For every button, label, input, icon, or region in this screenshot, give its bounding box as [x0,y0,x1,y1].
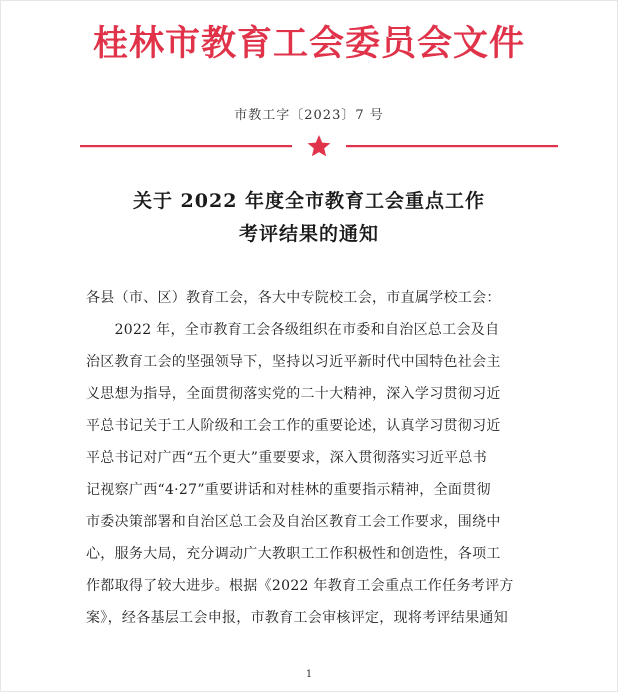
body-text-line: 案》，经各基层工会申报，市教育工会审核评定，现将考评结果通知 [86,610,508,626]
red-divider [80,135,558,157]
body-text-line: 平总书记关于工人阶级和工会工作的重要论述，认真学习贯彻习近 [86,418,501,434]
body-text-line: 平总书记对广西“五个更大”重要要求，深入贯彻落实习近平总书 [86,450,488,466]
body-text-line: 市委决策部署和自治区总工会及自治区教育工会工作要求，围绕中 [86,514,501,530]
body-text-line: 心，服务大局，充分调动广大教职工工作积极性和创造性，各项工 [86,546,501,562]
divider-line-left [80,145,292,147]
body-text-line: 义思想为指导，全面贯彻落实党的二十大精神，深入学习贯彻习近 [86,386,501,402]
page-number: 1 [305,669,313,680]
body-text-line: 治区教育工会的坚强领导下，坚持以习近平新时代中国特色社会主 [86,354,501,370]
divider-line-right [346,145,558,147]
notice-title-line-2: 考评结果的通知 [238,223,379,245]
notice-title-line-1: 关于 2022 年度全市教育工会重点工作 [132,190,486,212]
document-number: 市教工字〔2023〕7 号 [234,108,384,123]
star-icon [308,135,331,156]
org-title: 桂林市教育工会委员会文件 [92,24,525,64]
body-text-line: 2022 年，全市教育工会各级组织在市委和自治区总工会及自 [86,322,500,338]
body-text-line: 作都取得了较大进步。根据《2022 年教育工会重点工作任务考评方 [86,578,514,594]
salutation-line: 各县（市、区）教育工会，各大中专院校工会，市直属学校工会： [86,290,501,306]
body-text-line: 记视察广西“4·27”重要讲话和对桂林的重要指示精神，全面贯彻 [86,482,491,498]
